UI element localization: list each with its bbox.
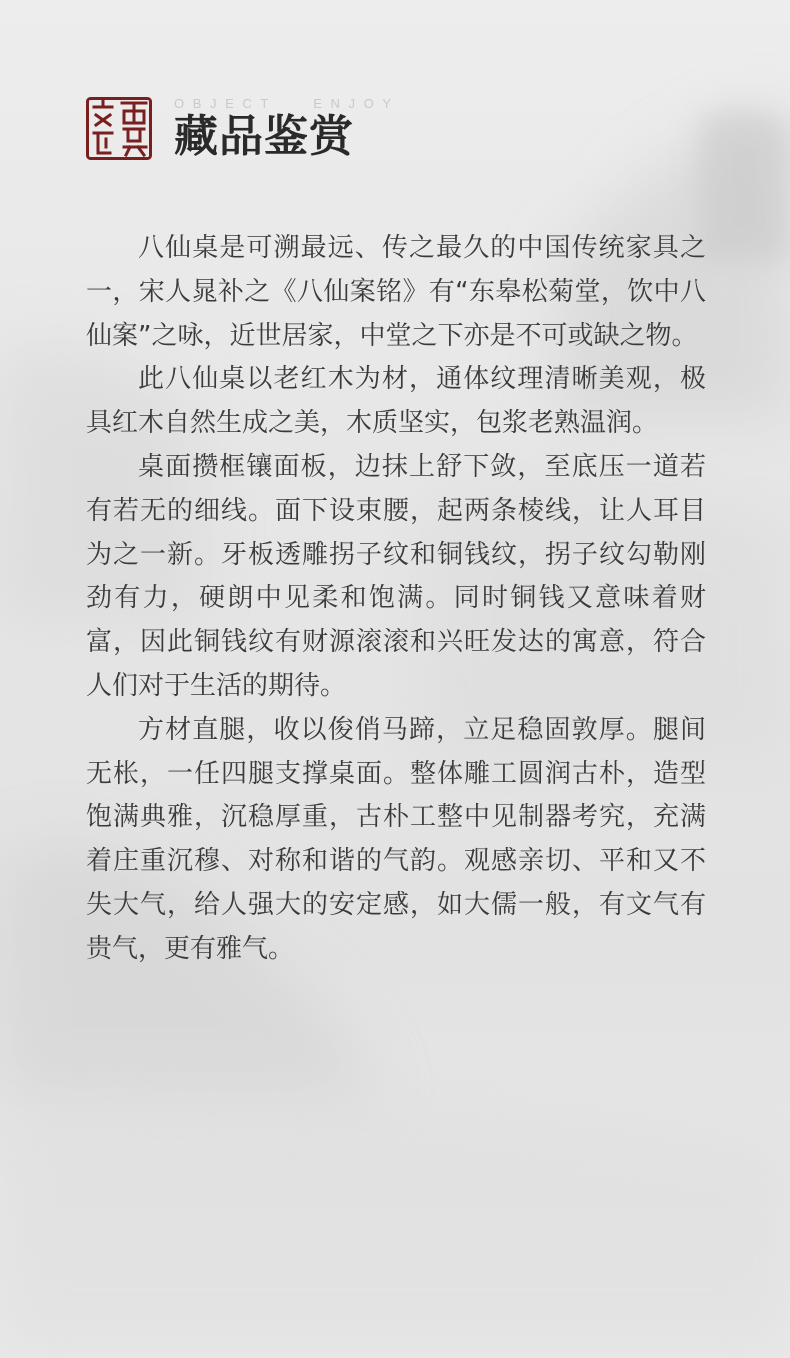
section-subtitle: OBJECT ENJOY (174, 96, 400, 111)
article-body (86, 227, 706, 972)
article-paragraph: 桌面攒框镶面板，边抹上舒下敛，至底压一道若有若无的细线。面下设束腰，起两条棱线，让人耳目为之一新。牙板透雕拐子纹和铜钱纹，拐子纹勾勒刚劲有力，硬朗中见柔和饱满。同时铜钱又意味着财富，因此铜钱纹有财源滚滚和兴旺发达的寓意，符合人们对于生活的期待。 (86, 451, 706, 701)
seal-stamp-icon (86, 97, 152, 160)
section-title: 藏品鉴赏 (174, 111, 354, 162)
article-paragraph: 此八仙桌以老红木为材，通体纹理清晰美观，极具红木自然生成之美，木质坚实，包浆老熟温润。 (86, 364, 706, 439)
article-paragraph: 八仙桌是可溯最远、传之最久的中国传统家具之一，宋人晁补之《八仙案铭》有“东皋松菊堂，饮中八仙案”之咏，近世居家，中堂之下亦是不可或缺之物。 (86, 233, 706, 351)
article-paragraph: 方材直腿，收以俊俏马蹄，立足稳固敦厚。腿间无枨，一任四腿支撑桌面。整体雕工圆润古朴，造型饱满典雅，沉稳厚重，古朴工整中见制器考究，充满着庄重沉穆、对称和谐的气韵。观感亲切、平和又不失大气，给人强大的安定感，如大儒一般，有文气有贵气，更有雅气。 (86, 714, 706, 964)
